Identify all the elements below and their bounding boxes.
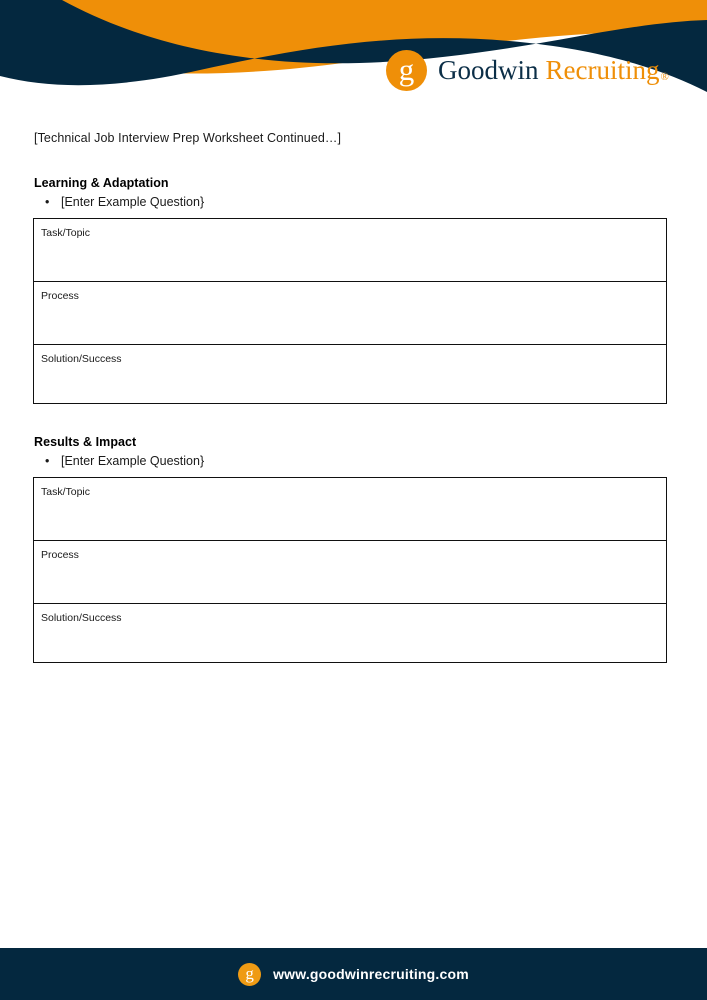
table-row[interactable] [34, 541, 666, 604]
example-question-placeholder: [Enter Example Question} [61, 195, 205, 209]
response-table [33, 218, 667, 404]
section-bullet-list [33, 194, 666, 211]
footer-website-url[interactable]: www.goodwinrecruiting.com [273, 966, 469, 982]
logo-mark-letter: g [398, 51, 415, 87]
document-continued-note: [Technical Job Interview Prep Worksheet Continued…] [34, 131, 342, 145]
footer-lockup [238, 963, 469, 986]
row-label: Task/Topic [41, 485, 91, 498]
logo-word-goodwin: Goodwin [438, 54, 539, 85]
bullet-dot-icon: • [45, 195, 50, 209]
registered-trademark-icon: ® [660, 70, 669, 83]
section-results-impact [33, 435, 666, 663]
worksheet-content [33, 131, 666, 665]
list-item [33, 194, 666, 211]
page-footer [0, 948, 707, 1000]
logo-wordmark [438, 54, 669, 85]
row-label: Solution/Success [41, 611, 122, 624]
row-label: Task/Topic [41, 226, 91, 239]
table-row[interactable] [34, 282, 666, 345]
footer-g-mark-icon [238, 963, 261, 986]
example-question-placeholder: [Enter Example Question} [61, 453, 205, 468]
table-row[interactable] [34, 604, 666, 662]
row-label: Process [41, 548, 79, 561]
row-label: Solution/Success [41, 352, 122, 365]
section-title: Learning & Adaptation [34, 176, 169, 190]
goodwin-g-mark-icon [386, 50, 427, 91]
table-row[interactable] [34, 219, 666, 282]
logo-word-recruiting: Recruiting [545, 54, 660, 85]
footer-mark-letter: g [245, 963, 254, 983]
table-row[interactable] [34, 345, 666, 403]
row-label: Process [41, 289, 79, 302]
table-row[interactable] [34, 478, 666, 541]
bullet-dot-icon: • [45, 453, 50, 468]
list-item [33, 453, 666, 470]
response-table [33, 477, 667, 663]
section-title: Results & Impact [34, 434, 137, 449]
section-learning-adaptation [33, 176, 666, 404]
section-bullet-list [33, 453, 666, 470]
goodwin-recruiting-logo [386, 49, 669, 91]
